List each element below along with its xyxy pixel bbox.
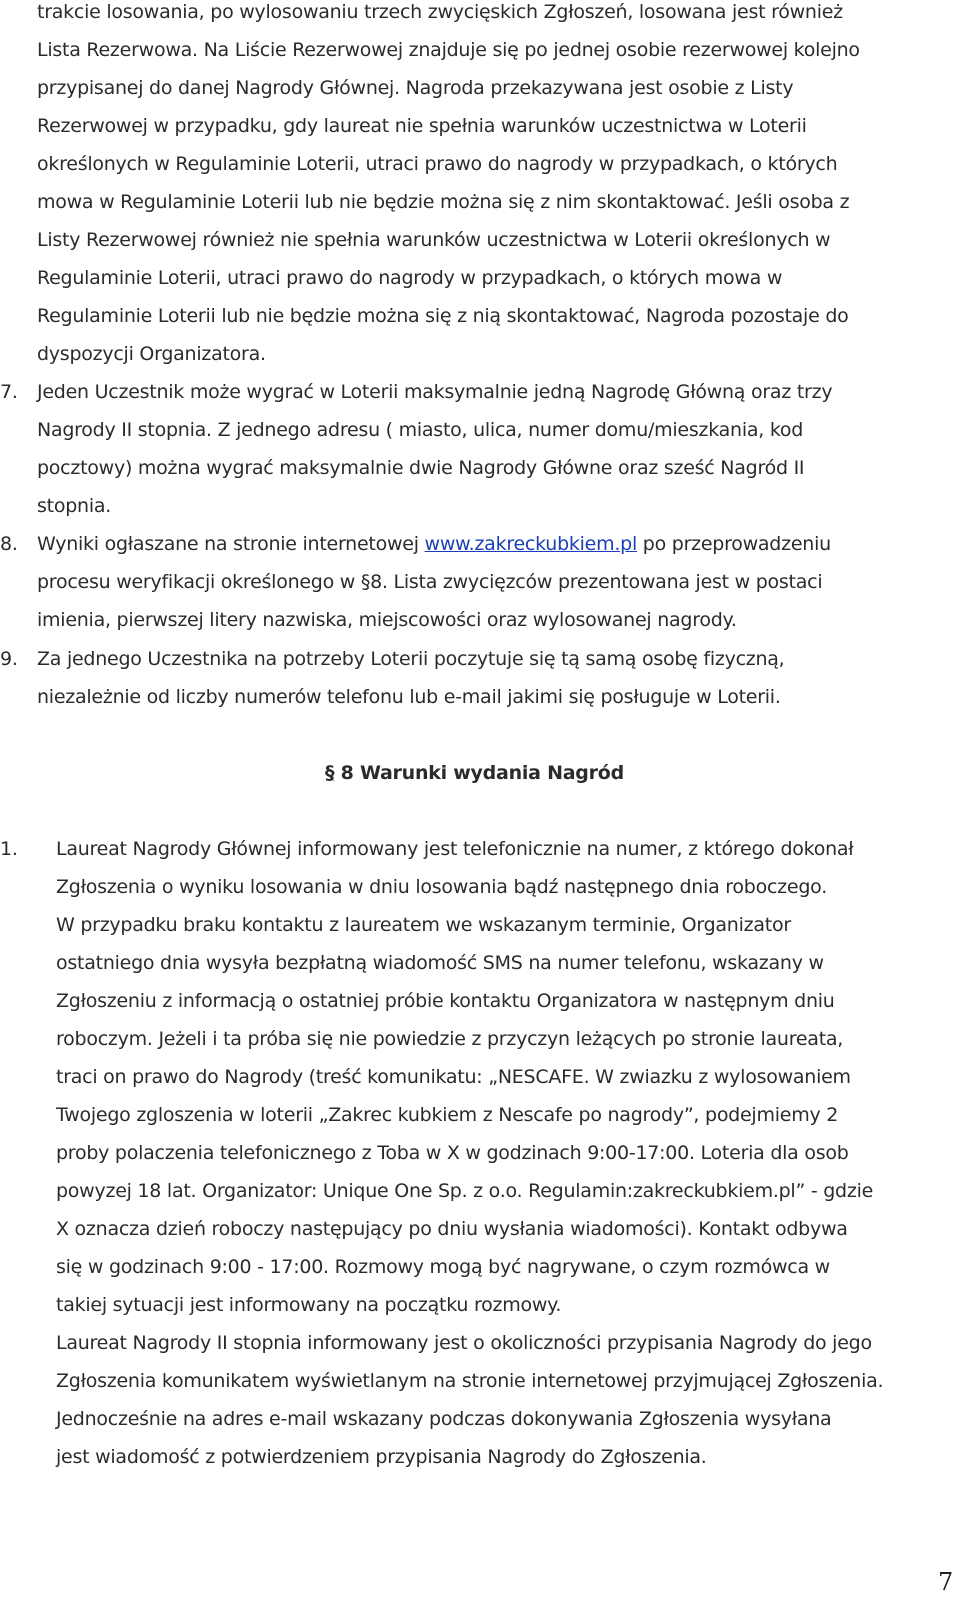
text-line: Rezerwowej w przypadku, gdy laureat nie spełnia warunków uczestnictwa w Loterii: [37, 115, 807, 137]
section-heading: [325, 761, 624, 785]
text-line: X oznacza dzień roboczy następujący po dniu wysłania wiadomości). Kontakt odbywa: [56, 1218, 848, 1240]
text-line: przypisanej do danej Nagrody Głównej. Nagroda przekazywana jest osobie z Listy: [37, 77, 794, 99]
text-line: dyspozycji Organizatora.: [37, 343, 266, 365]
text-line: [37, 532, 831, 556]
text-line: się w godzinach 9:00 - 17:00. Rozmowy mogą być nagrywane, o czym rozmówca w: [56, 1256, 830, 1278]
item-number: 7.: [0, 381, 18, 403]
text-segment: Wyniki ogłaszane na stronie internetowej: [37, 533, 425, 555]
results-website-link[interactable]: www.zakreckubkiem.pl: [424, 533, 637, 555]
item-number: 9.: [0, 648, 18, 670]
text-segment: po przeprowadzeniu: [637, 533, 831, 555]
text-line: proby polaczenia telefonicznego z Toba w X w godzinach 9:00-17:00. Loteria dla osob: [56, 1142, 849, 1164]
text-line: mowa w Regulaminie Loterii lub nie będzie można się z nim skontaktować. Jeśli osoba z: [37, 191, 850, 213]
text-line: Zgłoszenia o wyniku losowania w dniu losowania bądź następnego dnia roboczego.: [56, 876, 827, 898]
section-title: 8 Warunki wydania Nagród: [340, 762, 624, 784]
text-line: określonych w Regulaminie Loterii, utraci prawo do nagrody w przypadkach, o których: [37, 153, 838, 175]
text-line: W przypadku braku kontaktu z laureatem we wskazanym terminie, Organizator: [56, 914, 791, 936]
text-line: niezależnie od liczby numerów telefonu lub e-mail jakimi się posługuje w Loterii.: [37, 686, 781, 708]
text-line: Zgłoszeniu z informacją o ostatniej próbie kontaktu Organizatora w następnym dniu: [56, 990, 835, 1012]
text-line: Zgłoszenia komunikatem wyświetlanym na stronie internetowej przyjmującej Zgłoszenia.: [56, 1370, 884, 1392]
text-line: Listy Rezerwowej również nie spełnia warunków uczestnictwa w Loterii określonych w: [37, 229, 831, 251]
text-line: Jednocześnie na adres e-mail wskazany podczas dokonywania Zgłoszenia wysyłana: [56, 1408, 832, 1430]
text-line: powyzej 18 lat. Organizator: Unique One Sp. z o.o. Regulamin:zakreckubkiem.pl” - gdzie: [56, 1180, 874, 1202]
text-line: Nagrody II stopnia. Z jednego adresu ( miasto, ulica, numer domu/mieszkania, kod: [37, 419, 804, 441]
text-line: jest wiadomość z potwierdzeniem przypisania Nagrody do Zgłoszenia.: [56, 1446, 707, 1468]
item-number: 8.: [0, 533, 18, 555]
text-line: trakcie losowania, po wylosowaniu trzech zwycięskich Zgłoszeń, losowana jest również: [37, 1, 843, 23]
text-line: pocztowy) można wygrać maksymalnie dwie Nagrody Główne oraz sześć Nagród II: [37, 457, 805, 479]
text-line: traci on prawo do Nagrody (treść komunikatu: „NESCAFE. W zwiazku z wylosowaniem: [56, 1066, 851, 1088]
text-line: roboczym. Jeżeli i ta próba się nie powiedzie z przyczyn leżących po stronie laureata,: [56, 1028, 844, 1050]
text-line: imienia, pierwszej litery nazwiska, miejscowości oraz wylosowanej nagrody.: [37, 609, 737, 631]
section-symbol: §: [325, 762, 335, 784]
page-number: 7: [938, 1568, 954, 1596]
text-line: procesu weryfikacji określonego w §8. Lista zwycięzców prezentowana jest w postaci: [37, 571, 823, 593]
item-number: 1.: [0, 838, 18, 860]
text-line: ostatniego dnia wysyła bezpłatną wiadomość SMS na numer telefonu, wskazany w: [56, 952, 824, 974]
text-line: Lista Rezerwowa. Na Liście Rezerwowej znajduje się po jednej osobie rezerwowej kolejno: [37, 39, 860, 61]
text-line: Regulaminie Loterii lub nie będzie można się z nią skontaktować, Nagroda pozostaje do: [37, 305, 849, 327]
text-line: stopnia.: [37, 495, 112, 517]
text-line: Laureat Nagrody Głównej informowany jest telefonicznie na numer, z którego dokonał: [56, 838, 854, 860]
text-line: Laureat Nagrody II stopnia informowany jest o okoliczności przypisania Nagrody do jego: [56, 1332, 872, 1354]
text-line: takiej sytuacji jest informowany na początku rozmowy.: [56, 1294, 562, 1316]
text-line: Za jednego Uczestnika na potrzeby Loterii poczytuje się tą samą osobę fizyczną,: [37, 648, 785, 670]
text-line: Jeden Uczestnik może wygrać w Loterii maksymalnie jedną Nagrodę Główną oraz trzy: [37, 381, 833, 403]
text-line: Regulaminie Loterii, utraci prawo do nagrody w przypadkach, o których mowa w: [37, 267, 783, 289]
text-line: Twojego zgloszenia w loterii „Zakrec kubkiem z Nescafe po nagrody”, podejmiemy 2: [56, 1104, 839, 1126]
